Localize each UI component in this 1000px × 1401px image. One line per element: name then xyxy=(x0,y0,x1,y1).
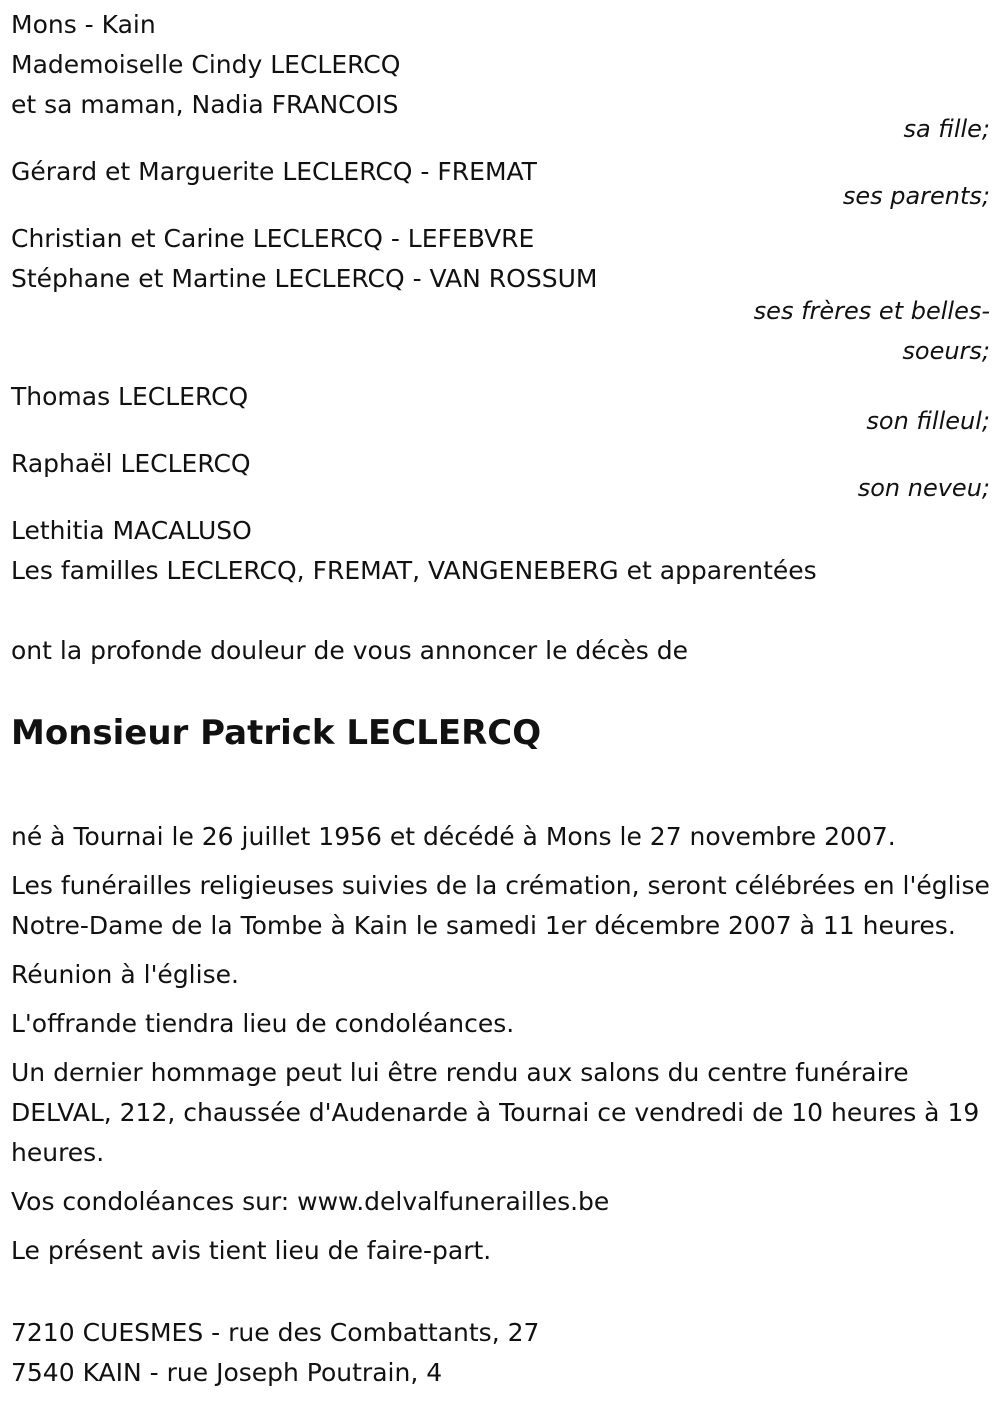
deceased-name: Monsieur Patrick LECLERCQ xyxy=(11,713,542,753)
detail-paragraph: L'offrande tiendra lieu de condoléances. xyxy=(11,1009,515,1038)
detail-paragraph: Réunion à l'église. xyxy=(11,960,239,989)
relation-label xyxy=(11,291,990,371)
family-name: Lethitia MACALUSO xyxy=(11,516,252,545)
family-name: Christian et Carine LECLERCQ - LEFEBVRE xyxy=(11,224,535,253)
relation-label-line: soeurs; xyxy=(902,337,990,365)
address-line: 7210 CUESMES - rue des Combattants, 27 xyxy=(11,1318,540,1347)
address-line: 7540 KAIN - rue Joseph Poutrain, 4 xyxy=(11,1358,443,1387)
death-notice xyxy=(11,5,990,1393)
relation-label: son neveu; xyxy=(857,474,990,502)
detail-paragraph: Un dernier hommage peut lui être rendu aux salons du centre funéraire DELVAL, 212, chaussée d'Audenarde à Tournai ce vendredi de 10 heures à 19 heures. xyxy=(11,1058,980,1167)
family-name: Mademoiselle Cindy LECLERCQ xyxy=(11,50,401,79)
relation-label-line: ses frères et belles- xyxy=(753,297,990,325)
relation-label: ses parents; xyxy=(842,182,990,210)
relation-label: sa fille; xyxy=(903,115,990,143)
relation-label: son filleul; xyxy=(866,407,990,435)
announcement-text: ont la profonde douleur de vous annoncer le décès de xyxy=(11,636,689,665)
family-name: et sa maman, Nadia FRANCOIS xyxy=(11,90,399,119)
family-name: Les familles LECLERCQ, FREMAT, VANGENEBERG et apparentées xyxy=(11,556,817,585)
family-name: Gérard et Marguerite LECLERCQ - FREMAT xyxy=(11,157,537,186)
detail-paragraph: Vos condoléances sur: www.delvalfunerailles.be xyxy=(11,1187,610,1216)
detail-paragraph: Le présent avis tient lieu de faire-part. xyxy=(11,1236,492,1265)
family-name: Raphaël LECLERCQ xyxy=(11,449,251,478)
detail-paragraph: Les funérailles religieuses suivies de la crémation, seront célébrées en l'église Notre-Dame de la Tombe à Kain le samedi 1er décembre 2007 à 11 heures. xyxy=(11,871,990,940)
address-block xyxy=(11,1313,990,1393)
detail-paragraph: né à Tournai le 26 juillet 1956 et décédé à Mons le 27 novembre 2007. xyxy=(11,822,896,851)
location: Mons - Kain xyxy=(11,10,156,39)
spacer xyxy=(11,591,990,631)
family-name: Stéphane et Martine LECLERCQ - VAN ROSSUM xyxy=(11,264,598,293)
family-name: Thomas LECLERCQ xyxy=(11,382,249,411)
